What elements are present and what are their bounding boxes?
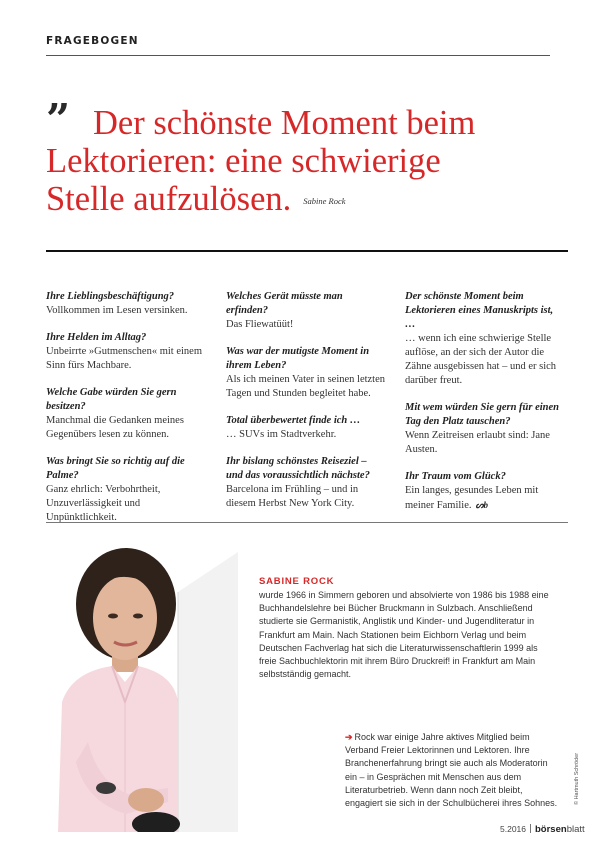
qa-column-2 xyxy=(226,290,386,524)
question: Der schönste Moment beim Lektorieren eines Manuskripts ist, … xyxy=(405,291,554,330)
headline-line-2: Lektorieren: eine schwierige xyxy=(46,142,441,180)
qa-item xyxy=(46,455,206,525)
bio-name: SABINE ROCK xyxy=(259,576,335,587)
qa-item xyxy=(46,331,206,373)
answer: … SUVs im Stadtverkehr. xyxy=(226,429,337,440)
qa-item xyxy=(405,290,565,388)
portrait-photo xyxy=(28,532,238,832)
question: Mit wem würden Sie gern für einen Tag den Platz tauschen? xyxy=(405,402,560,427)
bio-text: wurde 1966 in Simmern geboren und absolvierte von 1986 bis 1988 eine Buchhandelslehre bei Bücher Bruckmann in Sulzbach. Anschließend studierte sie Germanistik, Anglistik und Kinder- und Jugendliteratur in Frankfurt am Main. Nach Stationen beim Eichborn Verlag und beim Deutschen Fachverlag hat sich die Literaturwissenschaftlerin 1999 als freie Sachbuchlektorin mit ihrem Büro Druckreif! in Frankfurt am Main selbstständig gemacht. xyxy=(259,590,549,680)
quote-mark-icon: ” xyxy=(46,95,71,144)
end-mark-icon: ᔕb xyxy=(475,500,489,510)
quote-attribution: Sabine Rock xyxy=(303,196,346,206)
question: Welches Gerät müsste man erfinden? xyxy=(226,291,343,316)
answer: Ganz ehrlich: Verbohrtheit, Unzuverlässigkeit und Unpünktlichkeit. xyxy=(46,484,161,523)
answer: Barcelona im Frühling – und in diesem Herbst New York City. xyxy=(226,484,359,509)
headline-divider xyxy=(46,250,568,252)
question: Was war der mutigste Moment in ihrem Leben? xyxy=(226,346,370,371)
headline-line-1: Der schönste Moment beim xyxy=(93,104,476,142)
top-rule xyxy=(46,55,550,56)
answer: Manchmal die Gedanken meines Gegenübers lesen zu können. xyxy=(46,415,184,440)
qa-item xyxy=(405,470,565,513)
headline-line-3 xyxy=(46,180,543,220)
qa-item xyxy=(226,455,386,511)
answer xyxy=(405,484,565,513)
qa-item xyxy=(226,345,386,401)
qa-item xyxy=(405,401,565,457)
section-label: FRAGEBOGEN xyxy=(46,35,139,47)
brand-logo-light: blatt xyxy=(566,824,585,835)
bottom-rule xyxy=(46,522,568,523)
question: Total überbewertet finde ich … xyxy=(226,415,361,426)
question: Ihr bislang schönstes Reiseziel – und das voraussichtlich nächste? xyxy=(226,456,370,481)
answer: … wenn ich eine schwierige Stelle auflöse, an der sich der Autor die Zähne ausgebissen hat – und er sich darüber freut. xyxy=(405,333,557,386)
headline-line-3-text: Stelle aufzulösen. xyxy=(46,180,292,218)
answer: Vollkommen im Lesen versinken. xyxy=(46,305,188,316)
page-footer xyxy=(500,824,585,835)
answer: Wenn Zeitreisen erlaubt sind: Jane Austen. xyxy=(405,430,550,455)
answer: Das Fliewatüüt! xyxy=(226,319,294,330)
qa-item xyxy=(226,414,386,442)
answer: Unbeirrte »Gutmenschen« mit einem Sinn fürs Machbare. xyxy=(46,346,202,371)
qa-column-1 xyxy=(46,290,206,538)
qa-item xyxy=(46,290,206,318)
question: Ihre Lieblingsbeschäftigung? xyxy=(46,291,175,302)
bio-extra-text xyxy=(345,731,560,810)
issue-number: 5.2016 xyxy=(500,824,526,834)
arrow-right-icon: ➔ xyxy=(345,732,353,742)
qa-column-3 xyxy=(405,290,565,526)
pull-quote-headline xyxy=(46,104,543,220)
bio-extra-body: Rock war einige Jahre aktives Mitglied beim Verband Freier Lektorinnen und Lektoren. Ihre Branchenerfahrung bringt sie auch als Moderatorin ein – in Gesprächen mit Menschen aus dem Literaturbetrieb. Wenn dann noch Zeit bleibt, engagiert sie sich in der Schulbücherei ihres Sohnes. xyxy=(345,732,558,809)
footer-divider xyxy=(530,824,531,833)
answer: Als ich meinen Vater in seinen letzten Tagen und Stunden begleitet habe. xyxy=(226,374,386,399)
question: Welche Gabe würden Sie gern besitzen? xyxy=(46,387,177,412)
answer-text: Ein langes, gesundes Leben mit meiner Familie. xyxy=(405,485,539,511)
question: Was bringt Sie so richtig auf die Palme? xyxy=(46,456,185,481)
photo-credit: © Hartmuth Schröder xyxy=(574,752,580,805)
qa-item xyxy=(226,290,386,332)
question: Ihre Helden im Alltag? xyxy=(46,332,147,343)
brand-logo-bold: börsen xyxy=(535,824,567,835)
qa-item xyxy=(46,386,206,442)
question: Ihr Traum vom Glück? xyxy=(405,471,506,482)
